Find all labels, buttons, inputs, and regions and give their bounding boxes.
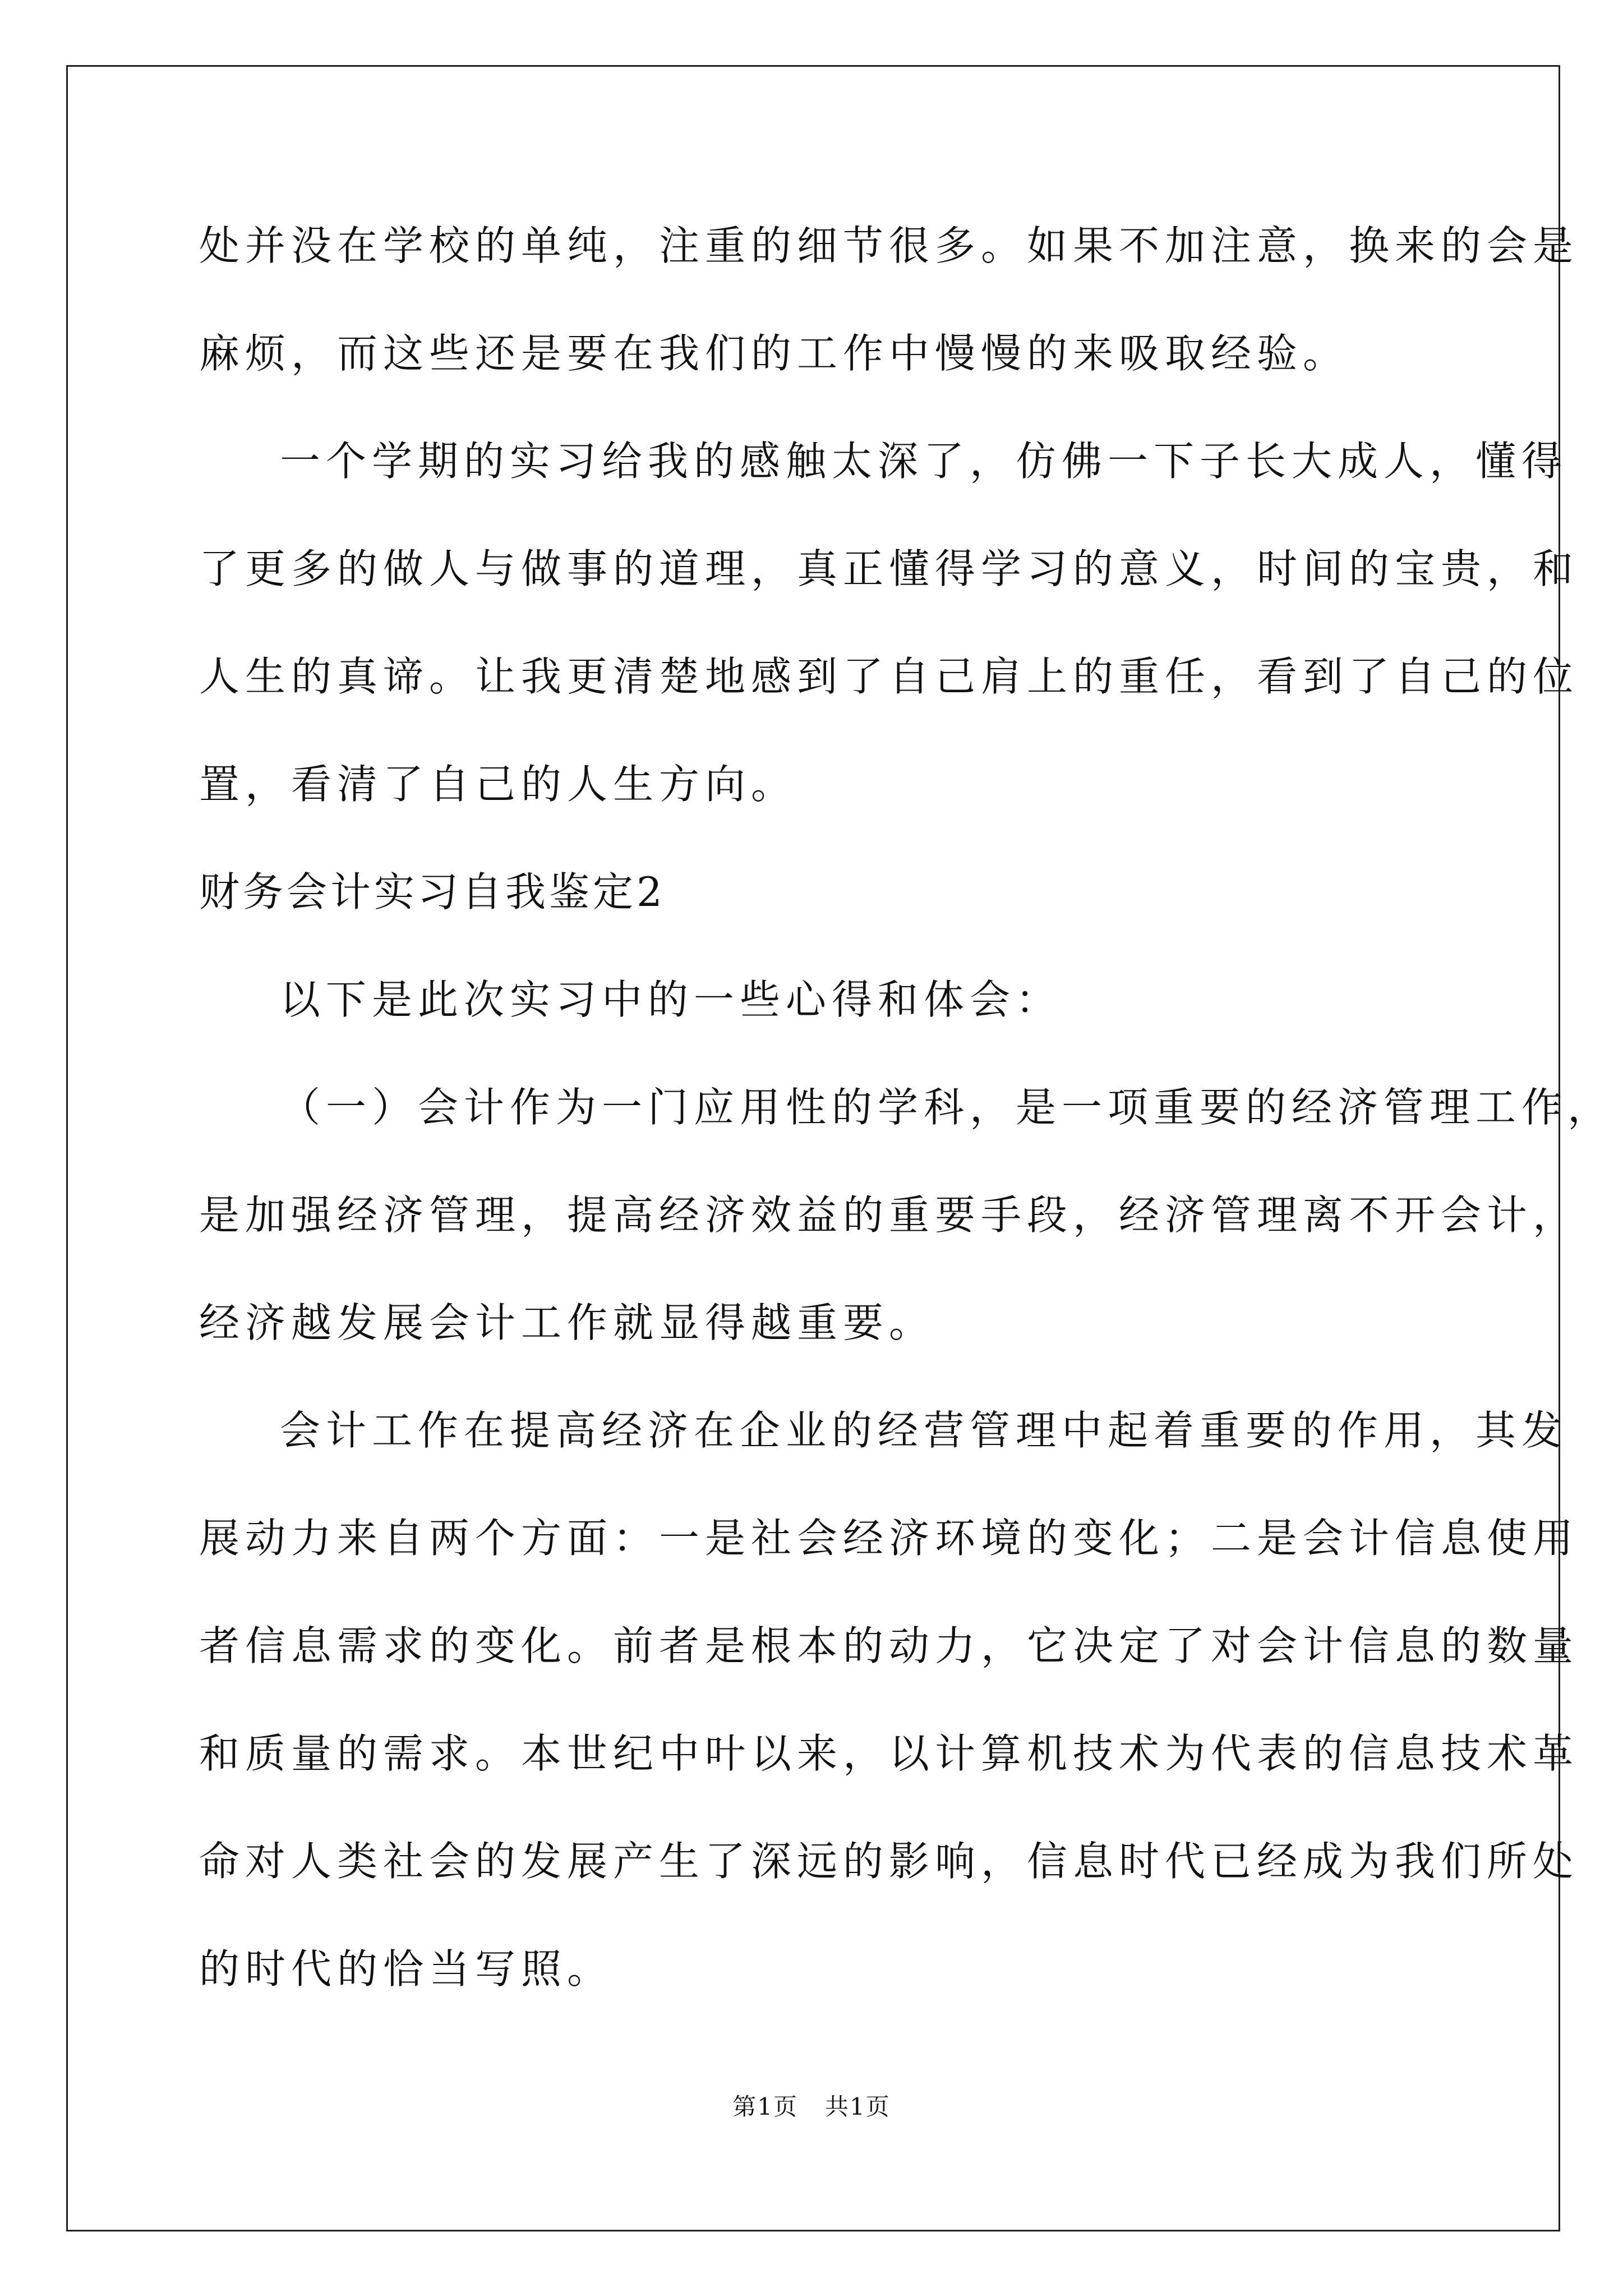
document-body xyxy=(199,219,1614,2050)
page-number: 第1页 xyxy=(732,2093,798,2120)
page-total: 共1页 xyxy=(825,2093,891,2120)
paragraph-start-line: （一）会计作为一门应用性的学科，是一项重要的经济管理工作， xyxy=(280,1084,1614,1131)
text-line: 者信息需求的变化。前者是根本的动力，它决定了对会计信息的数量 xyxy=(199,1622,1579,1669)
text-line: 了更多的做人与做事的道理，真正懂得学习的意义，时间的宝贵，和 xyxy=(199,545,1579,592)
text-line: 人生的真谛。让我更清楚地感到了自己肩上的重任，看到了自己的位 xyxy=(199,653,1579,700)
text-line: 是加强经济管理，提高经济效益的重要手段，经济管理离不开会计， xyxy=(199,1191,1579,1239)
text-line: 麻烦，而这些还是要在我们的工作中慢慢的来吸取经验。 xyxy=(199,330,1349,377)
text-line: 置，看清了自己的人生方向。 xyxy=(199,761,797,808)
paragraph-start-line: 以下是此次实习中的一些心得和体会： xyxy=(280,976,1062,1023)
paragraph-start-line: 一个学期的实习给我的感触太深了，仿佛一下子长大成人，懂得 xyxy=(280,438,1568,485)
text-line: 命对人类社会的发展产生了深远的影响，信息时代已经成为我们所处 xyxy=(199,1838,1579,1885)
text-line: 和质量的需求。本世纪中叶以来，以计算机技术为代表的信息技术革 xyxy=(199,1730,1579,1777)
text-line: 的时代的恰当写照。 xyxy=(199,1945,614,1993)
text-line: 展动力来自两个方面：一是社会经济环境的变化；二是会计信息使用 xyxy=(199,1515,1579,1562)
text-line: 经济越发展会计工作就显得越重要。 xyxy=(199,1299,935,1346)
section-heading: 财务会计实习自我鉴定2 xyxy=(199,868,666,915)
page-footer xyxy=(0,2091,1623,2123)
text-line: 处并没在学校的单纯，注重的细节很多。如果不加注意，换来的会是 xyxy=(199,222,1579,269)
paragraph-start-line: 会计工作在提高经济在企业的经营管理中起着重要的作用，其发 xyxy=(280,1407,1568,1454)
